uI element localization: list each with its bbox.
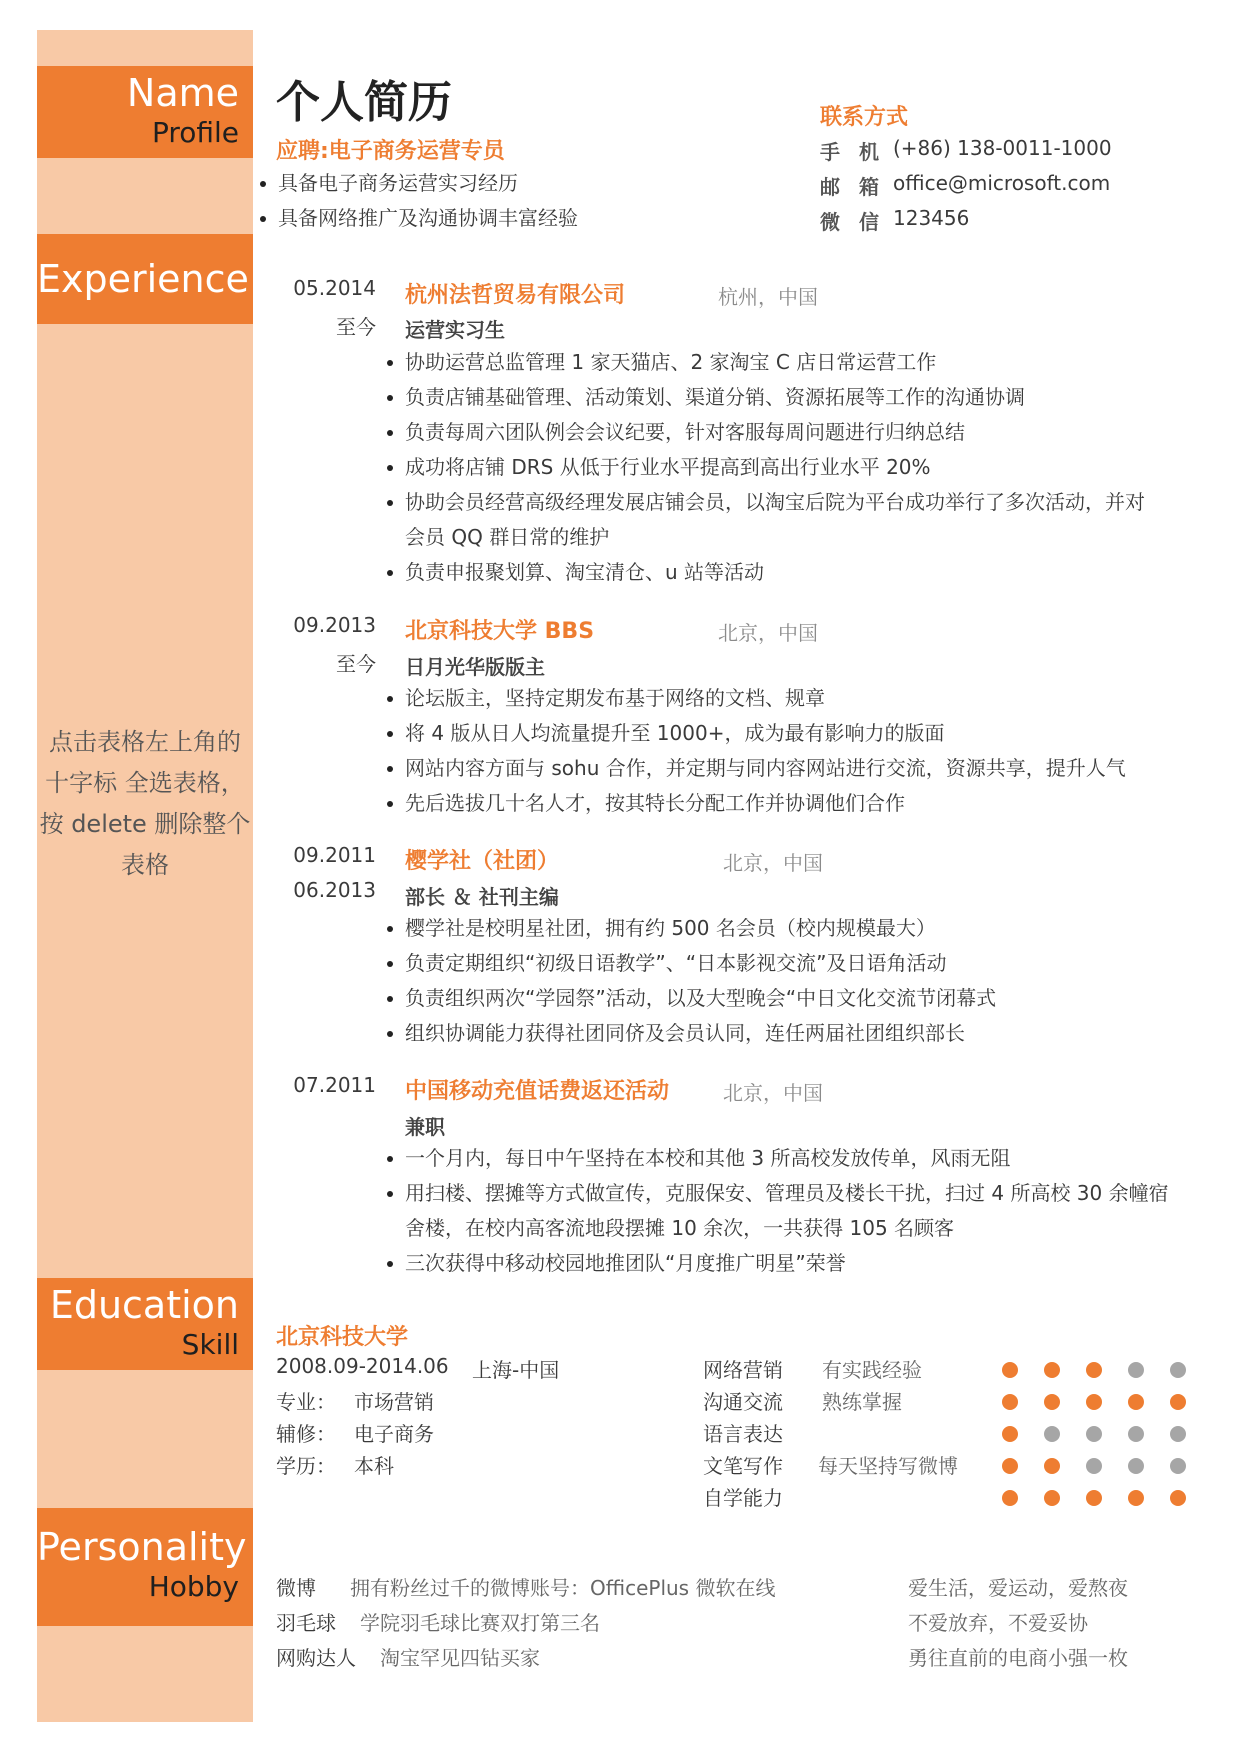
section-header-education: [37, 1278, 253, 1370]
hobby-desc: 淘宝罕见四钻买家: [380, 1646, 540, 1670]
exp-role: 日月光华版版主: [405, 655, 545, 679]
skill-dot-empty: [1128, 1426, 1144, 1442]
hobby-desc: 学院羽毛球比赛双打第三名: [360, 1611, 600, 1635]
exp-date-start: 09.2013: [293, 613, 376, 637]
edu-label: 辅修：: [276, 1422, 336, 1446]
skill-dot-filled: [1128, 1394, 1144, 1410]
section-subtitle-profile: Profile: [151, 116, 239, 149]
exp-bullets: [383, 911, 996, 1051]
exp-bullet: 用扫楼、摆摊等方式做宣传，克服保安、管理员及楼长干扰，扫过 4 所高校 30 余幢宿: [383, 1176, 1169, 1211]
skill-name: 文笔写作: [703, 1454, 783, 1478]
skill-dot-filled: [1086, 1394, 1102, 1410]
skill-dot-filled: [1002, 1362, 1018, 1378]
exp-location: 北京，中国: [718, 621, 818, 645]
hobby-name: 微博: [276, 1576, 316, 1600]
contact-label-wechat: 微 信: [820, 210, 885, 234]
edu-label: 学历：: [276, 1454, 336, 1478]
skill-dot-filled: [1086, 1362, 1102, 1378]
edu-value: 市场营销: [354, 1390, 434, 1414]
highlight-item: 具备网络推广及沟通协调丰富经验: [256, 201, 578, 236]
skill-dot-filled: [1002, 1394, 1018, 1410]
section-title-personality: Personality: [37, 1525, 247, 1569]
highlight-item: 具备电子商务运营实习经历: [256, 166, 578, 201]
skill-dot-filled: [1044, 1458, 1060, 1474]
contact-value-email: office@microsoft.com: [893, 171, 1111, 195]
exp-bullet: 一个月内，每日中午坚持在本校和其他 3 所高校发放传单，风雨无阻: [383, 1141, 1169, 1176]
sidebar-note: 点击表格左上角的 十字标 全选表格，按 delete 删除整个表格: [39, 728, 251, 879]
skill-dot-empty: [1128, 1458, 1144, 1474]
section-header-experience: [37, 234, 253, 324]
edu-place: 上海-中国: [472, 1358, 560, 1382]
hobby-desc: 拥有粉丝过千的微博账号：OfficePlus 微软在线: [350, 1576, 776, 1600]
skill-dot-filled: [1044, 1394, 1060, 1410]
edu-value: 本科: [354, 1454, 394, 1478]
exp-date-start: 07.2011: [293, 1073, 376, 1097]
skill-dot-filled: [1002, 1426, 1018, 1442]
personality-trait: 勇往直前的电商小强一枚: [908, 1646, 1128, 1670]
exp-bullet: 组织协调能力获得社团同侪及会员认同，连任两届社团组织部长: [383, 1016, 996, 1051]
page-title: 个人简历: [276, 77, 452, 128]
contact-label-email: 邮 箱: [820, 175, 885, 199]
contact-heading: 联系方式: [820, 105, 909, 130]
skill-note: 有实践经验: [822, 1358, 922, 1382]
skill-dot-empty: [1170, 1458, 1186, 1474]
exp-bullet: 论坛版主，坚持定期发布基于网络的文档、规章: [383, 681, 1126, 716]
exp-date-end: 06.2013: [293, 878, 376, 902]
skill-name: 语言表达: [703, 1422, 783, 1446]
section-title-experience: Experience: [37, 257, 249, 301]
exp-bullet: 负责店铺基础管理、活动策划、渠道分销、资源拓展等工作的沟通协调: [383, 380, 1145, 415]
hobby-name: 羽毛球: [276, 1611, 336, 1635]
skill-dot-filled: [1002, 1490, 1018, 1506]
exp-bullet: 协助会员经营高级经理发展店铺会员，以淘宝后院为平台成功举行了多次活动，并对: [383, 485, 1145, 520]
job-target: 应聘:电子商务运营专员: [276, 139, 505, 164]
skill-dot-empty: [1170, 1426, 1186, 1442]
exp-location: 杭州，中国: [718, 285, 818, 309]
section-title-name: Name: [126, 71, 239, 115]
exp-company: 中国移动充值话费返还活动: [405, 1079, 670, 1104]
contact-value-phone: (+86) 138-0011-1000: [893, 136, 1112, 160]
skill-dot-empty: [1086, 1426, 1102, 1442]
exp-company: 北京科技大学 BBS: [405, 619, 595, 644]
skill-dot-filled: [1002, 1458, 1018, 1474]
skill-dot-filled: [1170, 1490, 1186, 1506]
skill-note: 熟练掌握: [822, 1390, 902, 1414]
edu-period: 2008.09-2014.06: [276, 1354, 449, 1378]
exp-bullets: [383, 1141, 1169, 1281]
skill-dot-empty: [1044, 1426, 1060, 1442]
edu-school: 北京科技大学: [276, 1325, 409, 1350]
exp-bullet-continuation: 舍楼，在校内高客流地段摆摊 10 余次，一共获得 105 名顾客: [405, 1216, 955, 1240]
exp-bullet: 协助运营总监管理 1 家天猫店、2 家淘宝 C 店日常运营工作: [383, 345, 1145, 380]
exp-role: 运营实习生: [405, 318, 505, 342]
exp-company: 樱学社（社团）: [405, 849, 560, 874]
personality-trait: 爱生活，爱运动，爱熬夜: [908, 1576, 1128, 1600]
exp-date-end: 至今: [336, 652, 376, 676]
section-subtitle-skill: Skill: [181, 1328, 239, 1361]
skill-dot-empty: [1170, 1362, 1186, 1378]
exp-bullet: 负责申报聚划算、淘宝清仓、u 站等活动: [383, 555, 1145, 590]
exp-bullet: 网站内容方面与 sohu 合作，并定期与同内容网站进行交流，资源共享，提升人气: [383, 751, 1126, 786]
exp-bullet: 樱学社是校明星社团，拥有约 500 名会员（校内规模最大）: [383, 911, 996, 946]
personality-trait: 不爱放弃，不爱妥协: [908, 1611, 1088, 1635]
section-subtitle-hobby: Hobby: [148, 1570, 239, 1603]
skill-note: 每天坚持写微博: [818, 1454, 958, 1478]
contact-label-phone: 手 机: [820, 140, 885, 164]
skill-dot-empty: [1086, 1458, 1102, 1474]
skill-name: 自学能力: [703, 1486, 783, 1510]
exp-date-start: 09.2011: [293, 843, 376, 867]
section-header-personality: [37, 1508, 253, 1626]
exp-role: 部长 ＆ 社刊主编: [405, 885, 559, 909]
exp-bullets: [383, 681, 1126, 821]
exp-bullet: 负责组织两次“学园祭”活动，以及大型晚会“中日文化交流节闭幕式: [383, 981, 996, 1016]
hobby-name: 网购达人: [276, 1646, 356, 1670]
exp-bullet: 三次获得中移动校园地推团队“月度推广明星”荣誉: [383, 1246, 1169, 1281]
exp-location: 北京，中国: [723, 1081, 823, 1105]
exp-bullet: 负责每周六团队例会会议纪要，针对客服每周问题进行归纳总结: [383, 415, 1145, 450]
skill-dot-filled: [1044, 1490, 1060, 1506]
exp-bullet: 先后选拔几十名人才，按其特长分配工作并协调他们合作: [383, 786, 1126, 821]
exp-date-start: 05.2014: [293, 276, 376, 300]
contact-value-wechat: 123456: [893, 206, 970, 230]
skill-dot-filled: [1170, 1394, 1186, 1410]
exp-date-end: 至今: [336, 315, 376, 339]
skill-name: 沟通交流: [703, 1390, 783, 1414]
exp-bullet: 成功将店铺 DRS 从低于行业水平提高到高出行业水平 20%: [383, 450, 1145, 485]
skill-dot-filled: [1128, 1490, 1144, 1506]
profile-highlights: [256, 166, 578, 236]
skill-dot-filled: [1044, 1362, 1060, 1378]
section-header-name: [37, 66, 253, 158]
exp-bullet: 负责定期组织“初级日语教学”、“日本影视交流”及日语角活动: [383, 946, 996, 981]
skill-dot-filled: [1086, 1490, 1102, 1506]
exp-location: 北京，中国: [723, 851, 823, 875]
exp-role: 兼职: [405, 1115, 445, 1139]
section-title-education: Education: [49, 1283, 239, 1327]
edu-value: 电子商务: [354, 1422, 434, 1446]
exp-bullets: [383, 345, 1145, 590]
skill-dot-empty: [1128, 1362, 1144, 1378]
exp-company: 杭州法哲贸易有限公司: [405, 283, 626, 308]
exp-bullet: 将 4 版从日人均流量提升至 1000+，成为最有影响力的版面: [383, 716, 1126, 751]
skill-name: 网络营销: [703, 1358, 783, 1382]
exp-bullet-continuation: 会员 QQ 群日常的维护: [405, 525, 610, 549]
edu-label: 专业：: [276, 1390, 336, 1414]
